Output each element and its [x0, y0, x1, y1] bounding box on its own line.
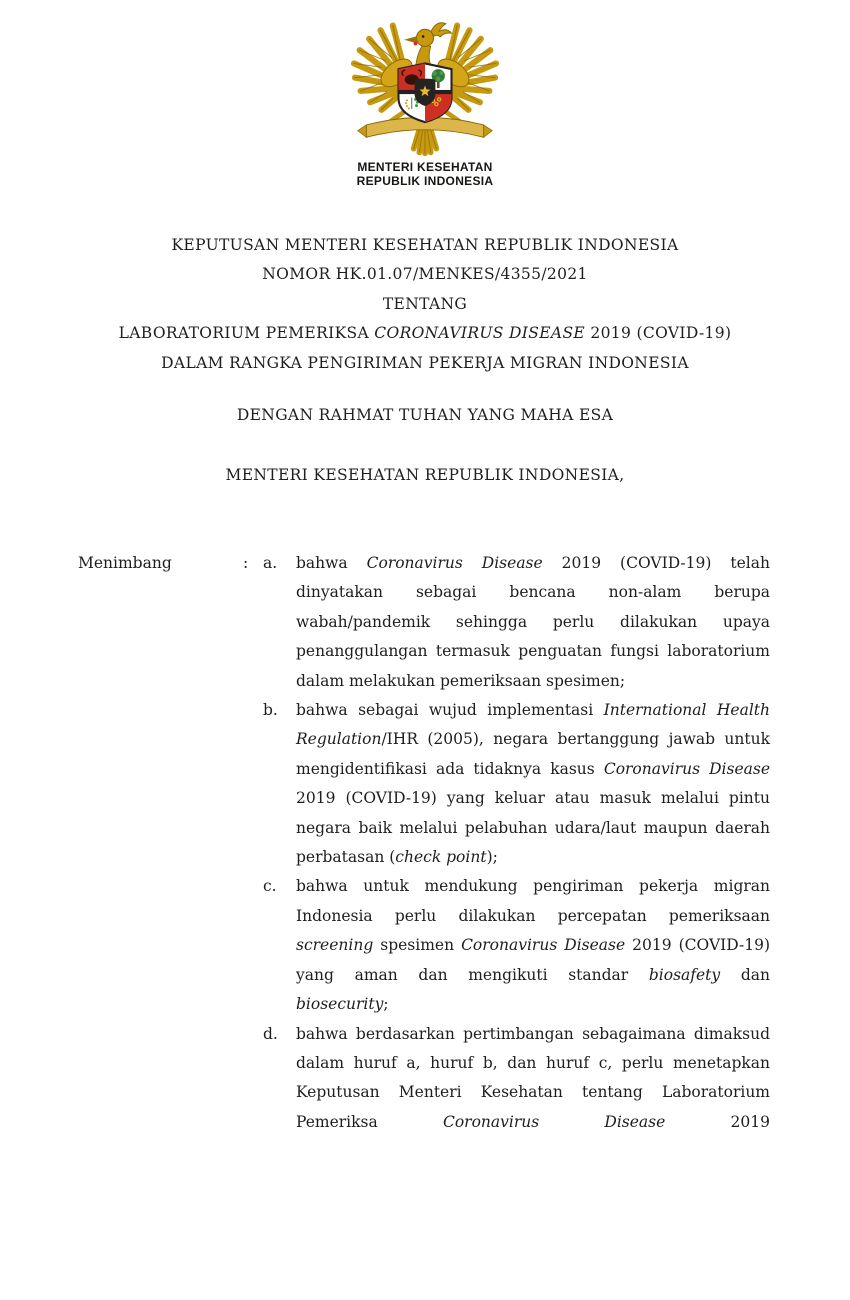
letterhead-caption: [0, 161, 850, 188]
item-marker: a.: [263, 554, 278, 572]
garuda-pancasila-emblem: [349, 18, 501, 160]
considering-item-c: [263, 872, 770, 1019]
item-text: bahwa Coronavirus Disease 2019 (COVID-19) telah dinyatakan sebagai bencana non-alam berupa wabah/pandemik sehingga perlu dilakukan upaya penanggulangan termasuk penguatan fungsi laboratorium dalam melakukan pemeriksaan spesimen;: [296, 554, 770, 690]
item-text: bahwa sebagai wujud implementasi International Health Regulation/IHR (2005), negara bertanggung jawab untuk mengidentifikasi ada tidaknya kasus Coronavirus Disease 2019 (COVID-19) yang keluar atau masuk melalui pintu negara baik melalui pelabuhan udara/laut maupun daerah perbatasan (check point);: [296, 701, 770, 867]
considering-items: [263, 549, 770, 1137]
decree-number-line: NOMOR HK.01.07/MENKES/4355/2021: [262, 265, 588, 284]
letterhead-republic-line: REPUBLIK INDONESIA: [356, 173, 494, 188]
item-marker: b.: [263, 701, 278, 720]
item-text: bahwa untuk mendukung pengiriman pekerja migran Indonesia perlu dilakukan percepatan pemeriksaan screening spesimen Coronavirus Disease 2019 (COVID-19) yang aman dan mengikuti standar biosafety dan biosecurity;: [296, 877, 770, 1014]
considering-item-a: [263, 549, 770, 696]
considering-item-d: [263, 1020, 770, 1138]
decree-subject-line-2: DALAM RANGKA PENGIRIMAN PEKERJA MIGRAN INDONESIA: [161, 353, 689, 372]
issuer-line: MENTERI KESEHATAN REPUBLIK INDONESIA,: [225, 466, 625, 484]
considering-section: [78, 549, 770, 1137]
document-letterhead: [0, 18, 850, 188]
considering-colon: :: [243, 554, 249, 572]
letterhead-ministry-line: MENTERI KESEHATAN: [357, 160, 493, 174]
decree-heading-line: KEPUTUSAN MENTERI KESEHATAN REPUBLIK INDONESIA: [171, 236, 679, 254]
invocation-line: DENGAN RAHMAT TUHAN YANG MAHA ESA: [236, 406, 614, 424]
considering-item-b: [263, 696, 770, 872]
considering-label: Menimbang: [78, 554, 172, 572]
item-marker: d.: [263, 1024, 278, 1043]
item-marker: c.: [263, 877, 277, 896]
decree-subject-line-1: LABORATORIUM PEMERIKSA CORONAVIRUS DISEASE 2019 (COVID-19): [118, 324, 732, 343]
decree-tentang-line: TENTANG: [382, 294, 468, 313]
decree-title-block: [40, 231, 810, 378]
item-text: bahwa berdasarkan pertimbangan sebagaimana dimaksud dalam huruf a, huruf b, dan huruf c, perlu menetapkan Keputusan Menteri Kesehatan tentang Laboratorium Pemeriksa Coronavirus Disease 2019: [296, 1024, 770, 1131]
